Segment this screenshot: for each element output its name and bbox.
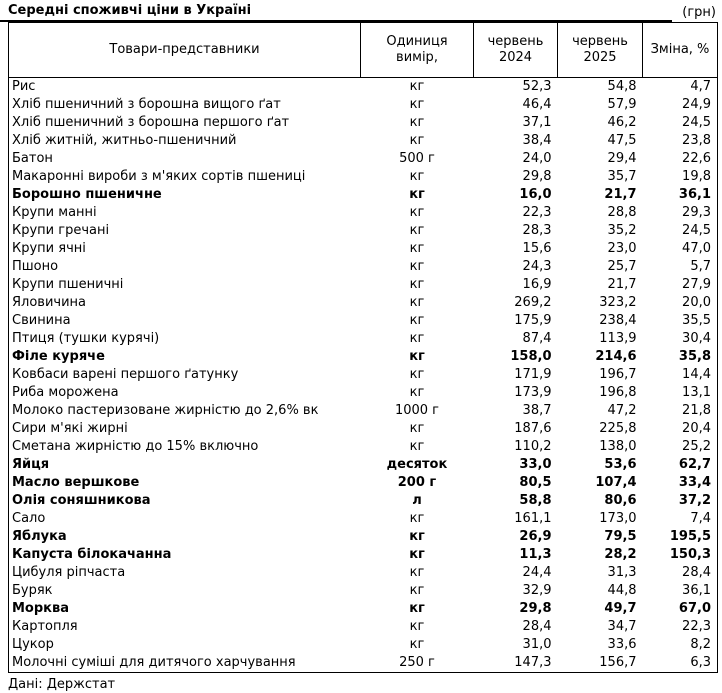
price-2024-cell: 37,1 bbox=[522, 115, 552, 130]
unit-cell: кг bbox=[409, 583, 425, 598]
change-percent-cell: 6,3 bbox=[690, 655, 711, 670]
unit-cell: л bbox=[412, 493, 422, 508]
change-percent-cell: 35,8 bbox=[678, 349, 711, 364]
change-percent-cell: 29,3 bbox=[682, 205, 711, 220]
unit-cell: кг bbox=[409, 313, 425, 328]
unit-cell: кг bbox=[409, 601, 425, 616]
table-row bbox=[9, 78, 718, 97]
change-percent-cell: 22,3 bbox=[682, 619, 711, 634]
change-percent-cell: 20,0 bbox=[682, 295, 711, 310]
unit-cell: кг bbox=[409, 169, 425, 184]
price-2024-cell: 24,4 bbox=[522, 565, 552, 580]
unit-cell: кг bbox=[409, 385, 425, 400]
table-row bbox=[9, 456, 718, 474]
change-percent-cell: 27,9 bbox=[682, 277, 711, 292]
price-2024-cell: 87,4 bbox=[522, 331, 552, 346]
change-percent-cell: 13,1 bbox=[682, 385, 711, 400]
price-2024-cell: 16,9 bbox=[522, 277, 552, 292]
product-name-cell: Батон bbox=[12, 151, 53, 166]
change-percent-cell: 67,0 bbox=[678, 601, 711, 616]
price-2025-cell: 323,2 bbox=[599, 295, 637, 310]
product-name-cell: Цукор bbox=[12, 637, 54, 652]
product-name-cell: Сметана жирністю до 15% включно bbox=[12, 439, 259, 454]
product-name-cell: Яловичина bbox=[12, 295, 87, 310]
price-2024-cell: 38,4 bbox=[522, 133, 552, 148]
unit-cell: кг bbox=[409, 295, 425, 310]
unit-cell: кг bbox=[409, 547, 425, 562]
unit-cell: кг bbox=[409, 205, 425, 220]
unit-cell: кг bbox=[409, 223, 425, 238]
product-name-cell: Ковбаси варені першого ґатунку bbox=[12, 367, 239, 382]
price-2024-cell: 80,5 bbox=[519, 475, 552, 490]
change-percent-cell: 36,1 bbox=[678, 187, 711, 202]
product-name-cell: Картопля bbox=[12, 619, 78, 634]
unit-cell: кг bbox=[409, 259, 425, 274]
table-row bbox=[9, 438, 718, 456]
change-percent-cell: 24,5 bbox=[682, 223, 711, 238]
unit-cell: кг bbox=[409, 511, 425, 526]
price-2024-cell: 161,1 bbox=[514, 511, 552, 526]
table-row bbox=[9, 132, 718, 150]
change-percent-cell: 24,9 bbox=[682, 97, 711, 112]
change-percent-cell: 24,5 bbox=[682, 115, 711, 130]
change-percent-cell: 20,4 bbox=[682, 421, 711, 436]
price-2024-cell: 28,4 bbox=[522, 619, 552, 634]
price-2025-cell: 25,7 bbox=[607, 259, 637, 274]
table-row bbox=[9, 636, 718, 654]
table-row bbox=[9, 222, 718, 240]
product-name-cell: Макаронні вироби з м'яких сортів пшениці bbox=[12, 169, 306, 184]
unit-cell: кг bbox=[409, 619, 425, 634]
unit-cell: 250 г bbox=[399, 655, 435, 670]
change-percent-cell: 5,7 bbox=[690, 259, 711, 274]
table-row bbox=[9, 186, 718, 204]
price-2025-cell: 54,8 bbox=[607, 79, 637, 94]
data-source-note: Дані: Держстат bbox=[8, 677, 116, 692]
price-2024-cell: 16,0 bbox=[519, 187, 552, 202]
product-name-cell: Риба морожена bbox=[12, 385, 119, 400]
change-percent-cell: 8,2 bbox=[690, 637, 711, 652]
price-2024-cell: 28,3 bbox=[522, 223, 552, 238]
table-row bbox=[9, 528, 718, 546]
price-2024-cell: 26,9 bbox=[519, 529, 552, 544]
price-table-header bbox=[9, 23, 718, 78]
table-row bbox=[9, 492, 718, 510]
price-2025-cell: 53,6 bbox=[604, 457, 637, 472]
product-name-cell: Хліб пшеничний з борошна вищого ґат bbox=[12, 97, 281, 112]
price-2024-cell: 58,8 bbox=[519, 493, 552, 508]
table-row bbox=[9, 600, 718, 618]
unit-cell: кг bbox=[409, 133, 425, 148]
price-2024-cell: 269,2 bbox=[514, 295, 552, 310]
change-percent-cell: 14,4 bbox=[682, 367, 711, 382]
page bbox=[0, 2, 722, 693]
unit-cell: кг bbox=[409, 277, 425, 292]
price-2025-cell: 79,5 bbox=[604, 529, 637, 544]
product-name-cell: Яйця bbox=[12, 457, 50, 472]
unit-cell: 1000 г bbox=[394, 403, 440, 418]
table-row bbox=[9, 474, 718, 492]
product-name-cell: Пшоно bbox=[12, 259, 59, 274]
change-percent-cell: 150,3 bbox=[669, 547, 711, 562]
price-2025-cell: 138,0 bbox=[599, 439, 637, 454]
price-2024-cell: 52,3 bbox=[522, 79, 552, 94]
price-2025-cell: 34,7 bbox=[607, 619, 637, 634]
price-2025-cell: 21,7 bbox=[604, 187, 637, 202]
price-2025-cell: 29,4 bbox=[607, 151, 637, 166]
price-2025-cell: 31,3 bbox=[607, 565, 637, 580]
change-percent-cell: 21,8 bbox=[682, 403, 711, 418]
price-2025-cell: 238,4 bbox=[599, 313, 637, 328]
price-2025-cell: 28,2 bbox=[604, 547, 637, 562]
product-name-cell: Молоко пастеризоване жирністю до 2,6% вк bbox=[12, 403, 319, 418]
column-header-change: Зміна, % bbox=[643, 23, 718, 78]
unit-cell: кг bbox=[409, 349, 425, 364]
change-percent-cell: 36,1 bbox=[682, 583, 711, 598]
price-2024-cell: 32,9 bbox=[522, 583, 552, 598]
table-row bbox=[9, 420, 718, 438]
table-row bbox=[9, 330, 718, 348]
table-row bbox=[9, 96, 718, 114]
change-percent-cell: 23,8 bbox=[682, 133, 711, 148]
price-2025-cell: 35,2 bbox=[607, 223, 637, 238]
product-name-cell: Масло вершкове bbox=[12, 475, 140, 490]
change-percent-cell: 62,7 bbox=[678, 457, 711, 472]
unit-cell: кг bbox=[409, 187, 425, 202]
product-name-cell: Хліб пшеничний з борошна першого ґат bbox=[12, 115, 290, 130]
price-2024-cell: 31,0 bbox=[522, 637, 552, 652]
change-percent-cell: 28,4 bbox=[682, 565, 711, 580]
unit-cell: 500 г bbox=[399, 151, 435, 166]
product-name-cell: Олія соняшникова bbox=[12, 493, 151, 508]
price-2025-cell: 80,6 bbox=[604, 493, 637, 508]
product-name-cell: Буряк bbox=[12, 583, 53, 598]
change-percent-cell: 25,2 bbox=[682, 439, 711, 454]
table-row bbox=[9, 168, 718, 186]
product-name-cell: Молочні суміші для дитячого харчування bbox=[12, 655, 296, 670]
change-percent-cell: 35,5 bbox=[682, 313, 711, 328]
price-table-body bbox=[9, 78, 718, 673]
change-percent-cell: 19,8 bbox=[682, 169, 711, 184]
product-name-cell: Хліб житній, житньо-пшеничний bbox=[12, 133, 237, 148]
price-2024-cell: 22,3 bbox=[522, 205, 552, 220]
product-name-cell: Цибуля ріпчаста bbox=[12, 565, 126, 580]
product-name-cell: Крупи пшеничні bbox=[12, 277, 124, 292]
price-2024-cell: 171,9 bbox=[514, 367, 552, 382]
change-percent-cell: 37,2 bbox=[678, 493, 711, 508]
price-2025-cell: 28,8 bbox=[607, 205, 637, 220]
unit-cell: кг bbox=[409, 115, 425, 130]
price-2025-cell: 113,9 bbox=[599, 331, 637, 346]
price-2024-cell: 173,9 bbox=[514, 385, 552, 400]
table-row bbox=[9, 618, 718, 636]
price-2024-cell: 24,0 bbox=[522, 151, 552, 166]
table-row bbox=[9, 150, 718, 168]
price-table bbox=[8, 22, 718, 673]
unit-cell: кг bbox=[409, 637, 425, 652]
price-2025-cell: 156,7 bbox=[599, 655, 637, 670]
price-2024-cell: 110,2 bbox=[514, 439, 552, 454]
table-row bbox=[9, 564, 718, 582]
table-row bbox=[9, 654, 718, 673]
table-row bbox=[9, 294, 718, 312]
unit-cell: кг bbox=[409, 331, 425, 346]
product-name-cell: Крупи манні bbox=[12, 205, 97, 220]
price-2025-cell: 35,7 bbox=[607, 169, 637, 184]
price-2024-cell: 24,3 bbox=[522, 259, 552, 274]
unit-cell: кг bbox=[409, 97, 425, 112]
change-percent-cell: 7,4 bbox=[690, 511, 711, 526]
price-2024-cell: 158,0 bbox=[510, 349, 552, 364]
currency-label: (грн) bbox=[682, 5, 716, 20]
column-header-june-2024: червень 2024 bbox=[474, 23, 558, 78]
table-row bbox=[9, 402, 718, 420]
unit-cell: кг bbox=[409, 565, 425, 580]
table-row bbox=[9, 582, 718, 600]
change-percent-cell: 4,7 bbox=[690, 79, 711, 94]
table-row bbox=[9, 240, 718, 258]
product-name-cell: Філе куряче bbox=[12, 349, 105, 364]
price-2025-cell: 196,7 bbox=[599, 367, 637, 382]
price-2025-cell: 33,6 bbox=[607, 637, 637, 652]
product-name-cell: Птиця (тушки курячі) bbox=[12, 331, 160, 346]
unit-cell: кг bbox=[409, 421, 425, 436]
price-2025-cell: 21,7 bbox=[607, 277, 637, 292]
price-2024-cell: 15,6 bbox=[522, 241, 552, 256]
product-name-cell: Свинина bbox=[12, 313, 71, 328]
price-2025-cell: 47,2 bbox=[607, 403, 637, 418]
product-name-cell: Сири м'які жирні bbox=[12, 421, 128, 436]
change-percent-cell: 47,0 bbox=[682, 241, 711, 256]
product-name-cell: Яблука bbox=[12, 529, 67, 544]
change-percent-cell: 33,4 bbox=[678, 475, 711, 490]
column-header-june-2025: червень 2025 bbox=[558, 23, 643, 78]
price-2025-cell: 57,9 bbox=[607, 97, 637, 112]
product-name-cell: Крупи ячні bbox=[12, 241, 86, 256]
table-row bbox=[9, 114, 718, 132]
page-title: Середні споживчі ціни в Україні bbox=[0, 3, 672, 22]
column-header-unit: Одиниця вимір, bbox=[361, 23, 474, 78]
price-2025-cell: 44,8 bbox=[607, 583, 637, 598]
price-2025-cell: 23,0 bbox=[607, 241, 637, 256]
table-row bbox=[9, 204, 718, 222]
unit-cell: кг bbox=[409, 241, 425, 256]
price-2024-cell: 147,3 bbox=[514, 655, 552, 670]
price-2025-cell: 107,4 bbox=[595, 475, 637, 490]
change-percent-cell: 30,4 bbox=[682, 331, 711, 346]
table-row bbox=[9, 276, 718, 294]
product-name-cell: Крупи гречані bbox=[12, 223, 110, 238]
price-2024-cell: 33,0 bbox=[519, 457, 552, 472]
table-row bbox=[9, 312, 718, 330]
price-2025-cell: 46,2 bbox=[607, 115, 637, 130]
table-row bbox=[9, 384, 718, 402]
price-2024-cell: 175,9 bbox=[514, 313, 552, 328]
price-2025-cell: 47,5 bbox=[607, 133, 637, 148]
price-2024-cell: 29,8 bbox=[522, 169, 552, 184]
price-2024-cell: 11,3 bbox=[519, 547, 552, 562]
product-name-cell: Рис bbox=[12, 79, 36, 94]
unit-cell: 200 г bbox=[397, 475, 437, 490]
price-2024-cell: 29,8 bbox=[519, 601, 552, 616]
unit-cell: десяток bbox=[386, 457, 448, 472]
unit-cell: кг bbox=[409, 439, 425, 454]
unit-cell: кг bbox=[409, 79, 425, 94]
price-2025-cell: 214,6 bbox=[595, 349, 637, 364]
price-2025-cell: 49,7 bbox=[604, 601, 637, 616]
table-row bbox=[9, 510, 718, 528]
change-percent-cell: 22,6 bbox=[682, 151, 711, 166]
price-2025-cell: 173,0 bbox=[599, 511, 637, 526]
header-row bbox=[9, 23, 718, 78]
product-name-cell: Сало bbox=[12, 511, 46, 526]
table-row bbox=[9, 258, 718, 276]
product-name-cell: Борошно пшеничне bbox=[12, 187, 162, 202]
product-name-cell: Капуста білокачанна bbox=[12, 547, 172, 562]
column-header-product: Товари-представники bbox=[9, 23, 361, 78]
change-percent-cell: 195,5 bbox=[669, 529, 711, 544]
price-2024-cell: 46,4 bbox=[522, 97, 552, 112]
product-name-cell: Морква bbox=[12, 601, 69, 616]
unit-cell: кг bbox=[409, 367, 425, 382]
price-2024-cell: 38,7 bbox=[522, 403, 552, 418]
table-row bbox=[9, 546, 718, 564]
table-row bbox=[9, 348, 718, 366]
title-bar bbox=[0, 2, 722, 22]
table-row bbox=[9, 366, 718, 384]
price-2025-cell: 196,8 bbox=[599, 385, 637, 400]
unit-cell: кг bbox=[409, 529, 425, 544]
price-2024-cell: 187,6 bbox=[514, 421, 552, 436]
price-2025-cell: 225,8 bbox=[599, 421, 637, 436]
